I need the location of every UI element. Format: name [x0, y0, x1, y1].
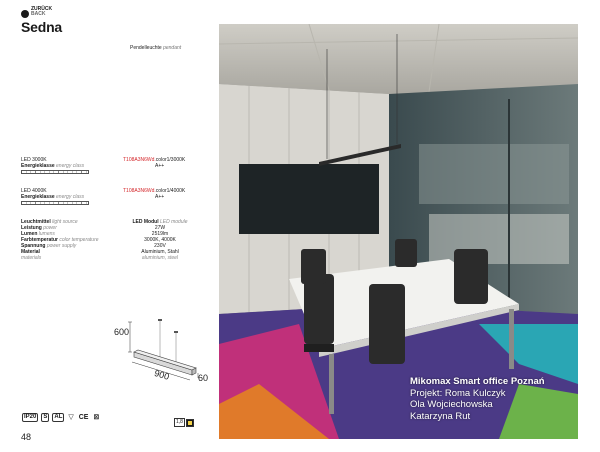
led4000-energy-label — [21, 194, 84, 200]
width-label: 60 — [198, 373, 209, 383]
led4000-code-black: color1/4000K — [155, 188, 186, 194]
product-subtitle — [130, 45, 181, 51]
caption-line: Projekt: Roma Kulczyk — [410, 387, 506, 399]
energy-scale-4000 — [21, 201, 89, 205]
page-title: Sedna — [21, 19, 63, 35]
led4000-code-red: T108A3N6Wd. — [123, 188, 156, 194]
spec-value-en: aluminium, steel — [141, 255, 179, 261]
office-chair — [304, 274, 334, 344]
subtitle-en: pendant — [163, 45, 182, 51]
spec-key: Leistung — [21, 225, 42, 231]
spec-value-de: LED Modul — [132, 219, 159, 225]
energy-label-en: energy class — [56, 194, 85, 200]
led3000-energy-value: A++ — [155, 163, 165, 169]
spec-value-en: LED module — [159, 219, 188, 225]
weight-badge — [174, 418, 194, 427]
spec-value — [120, 255, 200, 261]
spec-table — [21, 219, 99, 261]
spec-value: Aluminium, Stahl — [141, 249, 179, 255]
caption-title: Mikomax Smart office Poznań — [410, 376, 545, 387]
certification-icons — [22, 413, 100, 422]
badge-value: 1,8 — [176, 419, 183, 425]
spec-value: 3000K, 4000K — [144, 237, 176, 243]
dark-glass-panel — [239, 164, 379, 234]
spec-value: 27W — [154, 225, 166, 231]
spec-key-en: lumens — [38, 231, 55, 237]
dimension-drawing — [110, 318, 214, 390]
back-label-de[interactable]: ZURÜCK — [31, 6, 53, 12]
subtitle-de: Pendelleuchte — [130, 45, 162, 51]
weee-bin-icon: ⊠ — [93, 414, 100, 421]
office-chair — [395, 239, 417, 267]
spec-key-en: power supply — [46, 243, 77, 249]
spec-value: 230V — [154, 243, 166, 249]
spec-key: Farbtemperatur — [21, 237, 58, 243]
s-mark-icon: S — [43, 414, 48, 420]
ceiling-canopy — [174, 331, 178, 333]
spec-key: Spannung — [21, 243, 46, 249]
height-label: 600 — [114, 327, 130, 337]
spec-key-en: materials — [21, 255, 42, 261]
back-icon[interactable] — [21, 10, 29, 18]
spec-value: 2519lm — [151, 231, 169, 237]
frosted-glass-band — [429, 214, 569, 264]
back-link[interactable] — [31, 7, 52, 17]
length-label: 900 — [153, 367, 171, 382]
energy-label-de: Energieklasse — [21, 194, 55, 200]
ce-mark-icon: CE — [78, 414, 89, 421]
led4000-energy-value: A++ — [155, 194, 165, 200]
spec-key: Lumen — [21, 231, 38, 237]
photo-caption — [410, 376, 545, 422]
energy-scale-3000 — [21, 170, 89, 174]
spec-key: Material — [21, 249, 40, 255]
page-number: 48 — [21, 432, 32, 442]
spec-key-en: power — [43, 225, 57, 231]
led3000-code-black: color1/3000K — [155, 157, 186, 163]
caption-line: Katarzyna Rut — [410, 410, 471, 422]
caption-line: Ola Wojciechowska — [410, 399, 493, 410]
led3000-code-red: T108A3N6Wd. — [123, 157, 156, 163]
led3000-label: LED 3000K — [21, 157, 47, 163]
aluminium-icon: AL — [54, 414, 63, 420]
spec-key-en: light source — [52, 219, 78, 225]
lamp-class-icon — [186, 419, 194, 427]
spec-values — [120, 219, 200, 261]
ceiling-canopy — [158, 319, 162, 321]
back-label-en[interactable]: BACK — [31, 11, 46, 17]
spec-key: Leuchtmittel — [21, 219, 51, 225]
energy-label-en: energy class — [56, 163, 85, 169]
office-chair — [301, 249, 326, 284]
spec-key-en: color temperature — [59, 237, 99, 243]
office-chair — [454, 249, 488, 304]
flammable-surface-icon: ▽ — [68, 414, 74, 421]
energy-label-de: Energieklasse — [21, 163, 55, 169]
office-chair — [369, 284, 405, 364]
ceiling — [219, 24, 578, 94]
led3000-energy-label — [21, 163, 84, 169]
spec-row — [21, 255, 99, 261]
led4000-label: LED 4000K — [21, 188, 47, 194]
ip20-icon: IP20 — [24, 414, 37, 420]
